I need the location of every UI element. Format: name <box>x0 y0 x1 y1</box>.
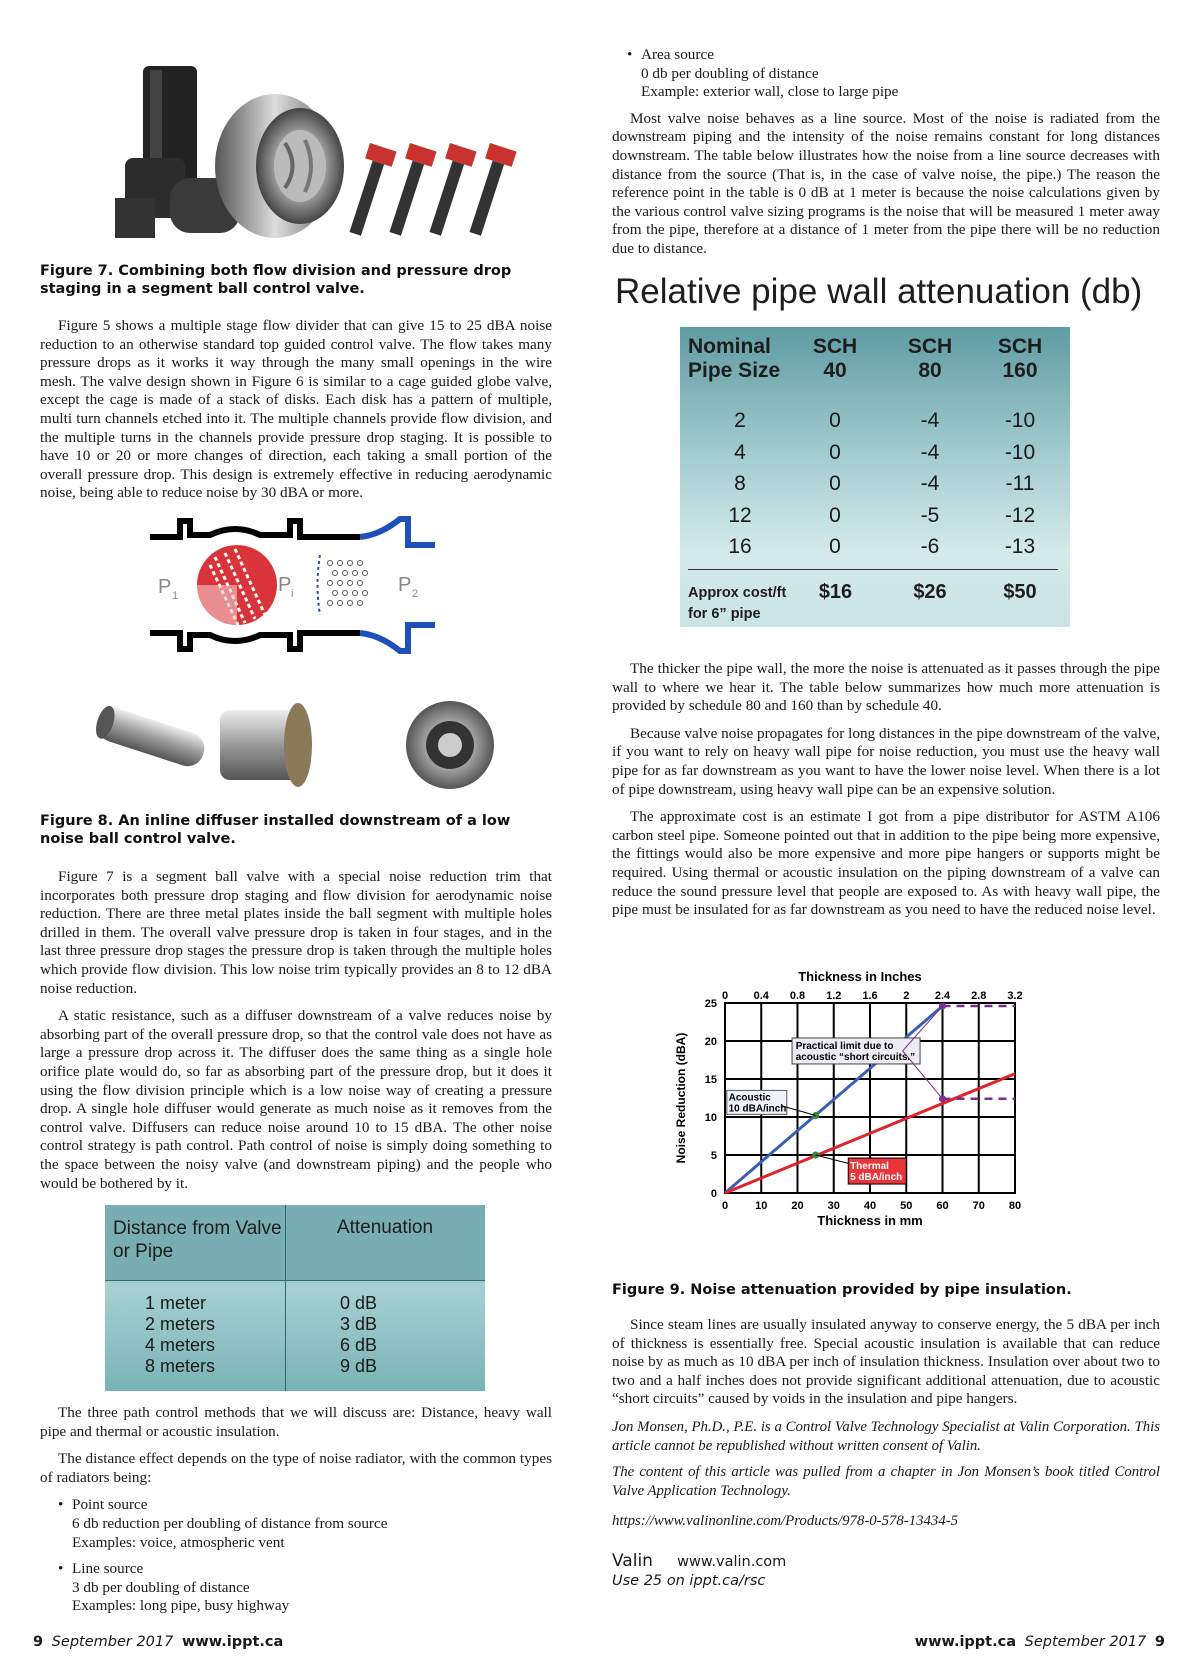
head-sch160: SCH 160 <box>997 335 1043 382</box>
label-p1-sub: 1 <box>172 590 179 602</box>
footer-right-date: September 2017 <box>1024 1634 1147 1650</box>
head-sch40: SCH 40 <box>812 335 858 382</box>
figure7-image <box>95 48 565 266</box>
insulation-chart-svg <box>655 968 1085 1268</box>
figure8-photos <box>90 700 510 800</box>
right-paragraph-5: Since steam lines are usually insulated anyway to conserve energy, the 5 dBA per inch of thickness is essentially free. Special acoustic insulation is available that can reduce noise by as much as 10 dBA per inch of insulation thickness. Insulation over about two to two and a half inches does not provide significant additional attenuation, due to acoustic “short circuits” caused by voids in the insulation and pipe hangers. <box>612 1316 1160 1408</box>
bullet-point-source: • Point source 6 db reduction per doubling of distance from source Examples: voice, atmospheric vent <box>58 1496 388 1551</box>
sch40-row-5: 0 <box>829 535 841 558</box>
sch160-row-3: -11 <box>1005 472 1035 495</box>
distance-row-1: 1 meter <box>145 1293 207 1313</box>
footer-left-date: September 2017 <box>51 1634 174 1650</box>
distance-row-4: 8 meters <box>145 1356 216 1376</box>
left-paragraph-4: The three path control methods that we will discuss are: Distance, heavy wall pipe and thermal or acoustic insulation. <box>40 1404 552 1440</box>
x-tick-label: 30 <box>827 1200 840 1212</box>
figure8-caption: Figure 8. An inline diffuser installed downstream of a low noise ball control valve. <box>40 813 511 847</box>
sch40-row-2: 0 <box>829 440 841 464</box>
label-p2: P <box>398 574 412 596</box>
size-row-2: 4 <box>734 440 746 464</box>
y-tick-label: 10 <box>704 1112 717 1124</box>
sch80-row-4: -5 <box>920 503 940 527</box>
sch80-row-5: -6 <box>920 535 940 558</box>
sch160-row-5: -13 <box>1004 535 1036 558</box>
figure9-chart <box>655 968 1085 1268</box>
company-site[interactable]: www.valin.com <box>677 1553 787 1570</box>
book-url[interactable]: https://www.valinonline.com/Products/978-0-578-13434-5 <box>612 1513 959 1530</box>
sch160-row-2: -10 <box>1004 440 1036 464</box>
attenuation-header: Attenuation <box>336 1217 434 1238</box>
sch40-row-3: 0 <box>829 472 841 495</box>
label-pi: P <box>278 574 292 596</box>
y-tick-label: 15 <box>704 1074 717 1086</box>
content-note: The content of this article was pulled from a chapter in Jon Monsen’s book titled Control Valve Application Technology. <box>612 1464 1160 1499</box>
x2-tick-label: 0 <box>721 990 729 1002</box>
left-paragraph-2: Figure 7 is a segment ball valve with a special noise reduction trim that incorporates both pressure drop staging and flow division for aerodynamic noise reduction. There are three metal plates inside the ball segment with multiple holes drilled in them. The overall valve pressure drop is taken in four stages, and in the last three pressure drop stages the pressure drop is taken through the multiple holes which provide flow division. This low noise trim typically provides an 8 to 12 dBA noise reduction. <box>40 868 552 997</box>
x-tick-label: 10 <box>755 1200 768 1212</box>
x-tick-label: 50 <box>900 1200 913 1212</box>
footer-right-site[interactable]: www.ippt.ca <box>914 1634 1017 1650</box>
right-paragraph-2: The thicker the pipe wall, the more the noise is attenuated as it passes through the pipe wall to where we hear it. The table below summarizes how much more attenuation is provided by schedule 80 and 160 than by schedule 40. <box>612 660 1160 715</box>
company-line <box>612 1551 1160 1571</box>
x-tick-label: 80 <box>1008 1200 1022 1212</box>
footer-right-page: 9 <box>1154 1634 1165 1650</box>
y-tick-label: 25 <box>704 998 717 1010</box>
y-axis-label: Noise Reduction (dBA) <box>674 1032 688 1164</box>
x-tick-label: 40 <box>863 1200 877 1212</box>
size-row-1: 2 <box>734 409 746 432</box>
practical-limit-label: Practical limit due to acoustic “short circuits.” <box>795 1040 916 1063</box>
right-paragraph-4: The approximate cost is an estimate I got from a pipe distributor for ASTM A106 carbon steel pipe. Someone pointed out that in addition to the pipe being more expensive, the fittings would also be more expensive and more pipe hangers or supports might be required. Using thermal or acoustic insulation on the piping downstream of a valve can reduce the sound pressure level that people are exposed to. As with heavy wall pipe, the pipe must be insulated for as far downstream as you need to have the reduced noise level. <box>612 808 1160 919</box>
size-row-3: 8 <box>734 472 746 495</box>
footer-left <box>33 1634 283 1650</box>
x2-tick-label: 0.8 <box>789 990 806 1002</box>
cost-sch40: $16 <box>818 581 853 603</box>
footer-left-site[interactable]: www.ippt.ca <box>181 1634 284 1650</box>
left-paragraph-3: A static resistance, such as a diffuser downstream of a valve reduces noise by absorbing part of the overall pressure drop, so that the control vale does not have as large a pressure drop across it. The diffuser does the same thing as a single hole orifice plate would do, so far as absorbing part of the pressure drop, but it does it using the flow division principle which is a low noise way of creating a pressure drop. A single hole diffuser would generate as much noise as it removes from the control valve. Diffusers can reduce noise around 10 to 15 dBA. The other noise control strategy is path control. Path control of noise is simply doing something to the space between the noisy valve (and downstream piping) and the people who would be bothered by it. <box>40 1007 552 1192</box>
x-tick-label: 0 <box>721 1200 729 1212</box>
footer-right <box>915 1634 1165 1650</box>
y-tick-label: 0 <box>710 1188 717 1200</box>
cost-sch160: $50 <box>1003 581 1037 603</box>
x2-axis-label: Thickness in Inches <box>798 969 922 984</box>
distance-row-2: 2 meters <box>145 1314 216 1334</box>
attenuation-row-4: 9 dB <box>340 1356 378 1376</box>
x2-tick-label: 2 <box>903 990 910 1002</box>
x2-tick-label: 1.6 <box>862 990 878 1002</box>
x-tick-label: 70 <box>972 1200 985 1212</box>
footer-left-page: 9 <box>33 1634 44 1650</box>
head-nominal: Nominal Pipe Size <box>688 335 781 382</box>
cost-sch80: $26 <box>913 581 947 603</box>
sch160-row-4: -12 <box>1004 503 1036 527</box>
figure9-caption: Figure 9. Noise attenuation provided by pipe insulation. <box>612 1282 1072 1298</box>
attenuation-row-2: 3 dB <box>340 1314 378 1334</box>
x-tick-label: 20 <box>791 1200 804 1212</box>
label-p2-sub: 2 <box>412 588 419 600</box>
sch40-row-1: 0 <box>829 409 841 432</box>
bullet-area-source: • Area source 0 db per doubling of distance Example: exterior wall, close to large pipe <box>627 46 899 101</box>
acoustic-label: Acoustic 10 dBA/inch <box>728 1092 787 1115</box>
sch80-row-2: -4 <box>920 440 940 464</box>
head-sch80: SCH 80 <box>907 335 953 382</box>
sch80-row-3: -4 <box>920 472 940 495</box>
x2-tick-label: 3.2 <box>1007 990 1023 1002</box>
x2-tick-label: 2.8 <box>971 990 987 1002</box>
x-axis-label: Thickness in mm <box>817 1213 923 1228</box>
y-tick-label: 20 <box>704 1036 717 1048</box>
left-paragraph-5: The distance effect depends on the type of noise radiator, with the common types of radiators being: <box>40 1450 552 1486</box>
distance-table <box>105 1205 485 1391</box>
x-tick-label: 60 <box>936 1200 949 1212</box>
thermal-label: Thermal 5 dBA/inch <box>850 1161 903 1184</box>
distance-row-3: 4 meters <box>145 1335 216 1355</box>
attenuation-row-3: 6 dB <box>340 1335 378 1355</box>
x2-tick-label: 1.2 <box>826 990 842 1002</box>
left-paragraph-1: Figure 5 shows a multiple stage flow divider that can give 15 to 25 dBA noise reduction to an otherwise standard top guided control valve. The flow takes many pressure drops as it works it way through the many small openings in the wire mesh. The valve design shown in Figure 6 is similar to a cage guided globe valve, except the cage is made of a stack of disks. Each disk has a pattern of multiple, multi turn channels etched into it. The multiple channels provide flow division, and the multiple turns in the channels provide pressure drop staging. It is possible to have 10 or 20 or more changes of direction, each taking a small portion of the overall pressure drop. This design is extremely effective in reducing aerodynamic noise, being able to reduce noise by 30 dBA or more. <box>40 317 552 502</box>
wall-table <box>680 327 1070 627</box>
attenuation-row-1: 0 dB <box>340 1293 378 1313</box>
y-tick-label: 5 <box>710 1150 717 1162</box>
figure8-diagram <box>150 515 435 655</box>
figure7-caption: Figure 7. Combining both flow division and pressure drop staging in a segment ball control valve. <box>40 263 512 297</box>
sch160-row-1: -10 <box>1004 409 1036 432</box>
right-paragraph-1: Most valve noise behaves as a line source. Most of the noise is radiated from the downstream piping and the intensity of the noise remains constant for long distances downstream. The table below illustrates how the noise from a line source decreases with distance from the source (That is, in the case of valve noise, the pipe.) The reason the reference point in the table is 0 dB at 1 meter is because the noise calculations given by the various control valve sizing programs is the noise that will be measured 1 meter away from the pipe, therefore at a distance of 1 meter from the pipe there will be no reduction due to distance. <box>612 109 1160 257</box>
company-name: Valin <box>612 1550 653 1571</box>
right-paragraph-3: Because valve noise propagates for long distances in the pipe downstream of the valve, if you want to rely on heavy wall pipe for noise reduction, you must use the heavy wall pipe for as far downstream as you want to have the lower noise level. When there is a lot of pipe downstream, using heavy wall pipe can be an expensive solution. <box>612 724 1160 798</box>
cost-label: Approx cost/ft for 6” pipe <box>688 585 787 622</box>
wall-table-title: Relative pipe wall attenuation (db) <box>615 272 1143 311</box>
x2-tick-label: 2.4 <box>934 990 951 1002</box>
x2-tick-label: 0.4 <box>753 990 769 1002</box>
rsc-line: Use 25 on ippt.ca/rsc <box>612 1572 766 1589</box>
label-pi-sub: i <box>291 588 294 600</box>
bullet-line-source: • Line source 3 db per doubling of distance Examples: long pipe, busy highway <box>58 1560 290 1615</box>
size-row-5: 16 <box>728 535 752 558</box>
label-p1: P <box>158 576 172 598</box>
size-row-4: 12 <box>728 503 752 527</box>
sch40-row-4: 0 <box>829 503 841 527</box>
sch80-row-1: -4 <box>920 409 940 432</box>
author-bio: Jon Monsen, Ph.D., P.E. is a Control Valve Technology Specialist at Valin Corporation. This article cannot be republished without written consent of Valin. <box>612 1418 1160 1454</box>
distance-header: Distance from Valve or Pipe <box>113 1218 282 1262</box>
